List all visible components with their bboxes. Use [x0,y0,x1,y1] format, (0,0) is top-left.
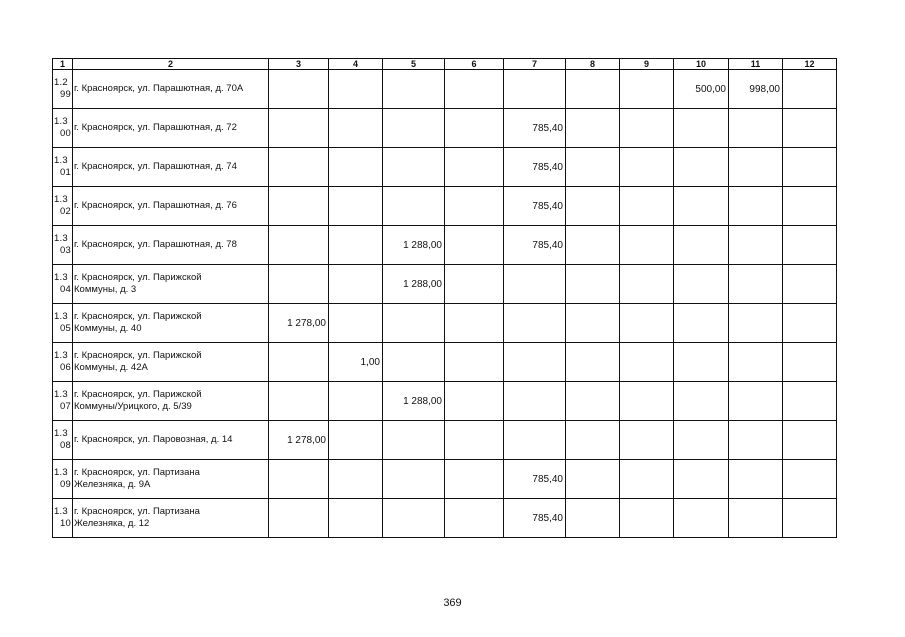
value-cell: 785,40 [504,187,566,226]
address-cell: г. Красноярск, ул. Парашютная, д. 72 [73,109,269,148]
value-cell [504,382,566,421]
value-cell [783,382,837,421]
table-row [53,304,837,343]
row-number-part: 1.3 [54,467,68,478]
column-header: 1 [53,59,73,70]
value-cell [269,460,329,499]
value-cell [620,499,674,538]
row-number-part: 03 [60,245,71,256]
row-number [53,421,73,460]
value-cell: 785,40 [504,226,566,265]
value-cell [783,304,837,343]
column-header: 10 [674,59,729,70]
value-cell [620,148,674,187]
address-cell: г. Красноярск, ул. Партизана Железняка, д. 9А [73,460,269,499]
row-number-part: 10 [60,518,71,529]
row-number [53,109,73,148]
value-cell [383,109,445,148]
value-cell [445,148,504,187]
value-cell [783,148,837,187]
value-cell [329,460,383,499]
address-cell: г. Красноярск, ул. Парижской Коммуны, д. 42А [73,343,269,382]
column-header: 3 [269,59,329,70]
value-cell [445,499,504,538]
row-number-part: 1.3 [54,233,68,244]
value-cell [674,460,729,499]
value-cell [383,343,445,382]
value-cell: 1,00 [329,343,383,382]
value-cell [674,187,729,226]
row-number [53,343,73,382]
value-cell [329,382,383,421]
value-cell [445,421,504,460]
value-cell [729,148,783,187]
row-number-part: 1.3 [54,194,68,205]
row-number [53,460,73,499]
value-cell [329,499,383,538]
value-cell [566,460,620,499]
value-cell [329,421,383,460]
row-number-part: 1.3 [54,272,68,283]
row-number-part: 1.3 [54,389,68,400]
value-cell [729,499,783,538]
value-cell [783,109,837,148]
value-cell [504,304,566,343]
value-cell [566,187,620,226]
value-cell [674,421,729,460]
table-row [53,70,837,109]
column-header: 4 [329,59,383,70]
value-cell [383,421,445,460]
value-cell [329,148,383,187]
value-cell [504,343,566,382]
value-cell [729,343,783,382]
value-cell [783,499,837,538]
row-number-part: 1.3 [54,116,68,127]
column-header: 6 [445,59,504,70]
value-cell [269,148,329,187]
address-cell: г. Красноярск, ул. Парашютная, д. 78 [73,226,269,265]
header-row [53,59,837,70]
value-cell [329,226,383,265]
row-number [53,226,73,265]
row-number-part: 06 [60,362,71,373]
row-number-part: 1.3 [54,311,68,322]
address-cell: г. Красноярск, ул. Парашютная, д. 76 [73,187,269,226]
value-cell [504,265,566,304]
row-number-part: 99 [60,89,71,100]
value-cell [620,265,674,304]
value-cell: 785,40 [504,148,566,187]
value-cell [566,421,620,460]
value-cell [729,226,783,265]
value-cell [620,226,674,265]
row-number [53,265,73,304]
value-cell [620,421,674,460]
address-cell: г. Красноярск, ул. Парижской Коммуны, д. 3 [73,265,269,304]
column-header: 11 [729,59,783,70]
value-cell [729,265,783,304]
value-cell [729,460,783,499]
value-cell [566,382,620,421]
value-cell [783,460,837,499]
row-number-part: 05 [60,323,71,334]
value-cell [269,226,329,265]
value-cell [783,187,837,226]
value-cell: 500,00 [674,70,729,109]
address-cell: г. Красноярск, ул. Парашютная, д. 74 [73,148,269,187]
row-number-part: 07 [60,401,71,412]
row-number-part: 08 [60,440,71,451]
table-body [53,70,837,538]
table-row [53,187,837,226]
value-cell [566,265,620,304]
value-cell [620,460,674,499]
address-cell: г. Красноярск, ул. Парижской Коммуны, д. 40 [73,304,269,343]
value-cell: 1 278,00 [269,304,329,343]
value-cell: 1 288,00 [383,265,445,304]
value-cell [783,343,837,382]
value-cell [783,421,837,460]
value-cell [383,460,445,499]
value-cell [269,382,329,421]
value-cell: 1 288,00 [383,226,445,265]
row-number [53,148,73,187]
column-header: 9 [620,59,674,70]
table-row [53,148,837,187]
address-cell: г. Красноярск, ул. Парашютная, д. 70А [73,70,269,109]
row-number-part: 1.3 [54,350,68,361]
value-cell [269,265,329,304]
row-number-part: 00 [60,128,71,139]
value-cell [620,187,674,226]
address-cell: г. Красноярск, ул. Парижской Коммуны/Урицкого, д. 5/39 [73,382,269,421]
value-cell [674,226,729,265]
table-row [53,343,837,382]
value-cell [445,70,504,109]
row-number [53,304,73,343]
value-cell [269,343,329,382]
value-cell [674,343,729,382]
value-cell [783,226,837,265]
value-cell [269,109,329,148]
row-number [53,187,73,226]
value-cell [674,265,729,304]
value-cell [445,109,504,148]
value-cell [383,304,445,343]
value-cell [329,304,383,343]
value-cell [445,382,504,421]
value-cell [783,265,837,304]
value-cell [566,226,620,265]
row-number-part: 1.3 [54,428,68,439]
column-header: 12 [783,59,837,70]
row-number [53,499,73,538]
value-cell [674,304,729,343]
table-row [53,382,837,421]
column-header: 7 [504,59,566,70]
value-cell [620,304,674,343]
value-cell [620,382,674,421]
table-row [53,421,837,460]
value-cell [566,70,620,109]
value-cell [620,343,674,382]
value-cell [566,343,620,382]
value-cell [329,109,383,148]
value-cell: 785,40 [504,109,566,148]
column-header: 5 [383,59,445,70]
value-cell [783,70,837,109]
value-cell [383,148,445,187]
value-cell [566,109,620,148]
table-row [53,265,837,304]
value-cell [729,421,783,460]
value-cell [674,499,729,538]
value-cell [383,187,445,226]
value-cell [566,304,620,343]
value-cell [504,421,566,460]
value-cell: 998,00 [729,70,783,109]
value-cell [620,70,674,109]
table-row [53,109,837,148]
value-cell [566,499,620,538]
value-cell [445,343,504,382]
row-number-part: 1.3 [54,506,68,517]
column-header: 2 [73,59,269,70]
address-cell: г. Красноярск, ул. Партизана Железняка, д. 12 [73,499,269,538]
value-cell [674,109,729,148]
value-cell: 785,40 [504,460,566,499]
value-cell [674,382,729,421]
value-cell [269,499,329,538]
table-row [53,499,837,538]
value-cell [383,499,445,538]
value-cell [504,70,566,109]
value-cell [674,148,729,187]
row-number [53,382,73,421]
row-number-part: 09 [60,479,71,490]
value-cell [566,148,620,187]
row-number-part: 01 [60,167,71,178]
row-number-part: 1.3 [54,155,68,166]
table-row [53,460,837,499]
value-cell [445,265,504,304]
value-cell [269,70,329,109]
value-cell: 1 278,00 [269,421,329,460]
value-cell [269,187,329,226]
table-row [53,226,837,265]
value-cell [445,304,504,343]
value-cell [729,382,783,421]
row-number-part: 02 [60,206,71,217]
value-cell [329,265,383,304]
column-header: 8 [566,59,620,70]
page-number: 369 [443,597,462,609]
value-cell [729,187,783,226]
value-cell [445,226,504,265]
value-cell [383,70,445,109]
value-cell [445,460,504,499]
address-cell: г. Красноярск, ул. Паровозная, д. 14 [73,421,269,460]
value-cell [445,187,504,226]
value-cell [329,187,383,226]
value-cell: 1 288,00 [383,382,445,421]
row-number-part: 04 [60,284,71,295]
row-number-part: 1.2 [54,77,68,88]
value-cell [329,70,383,109]
row-number [53,70,73,109]
value-cell [729,304,783,343]
value-cell: 785,40 [504,499,566,538]
data-table [52,58,837,538]
value-cell [620,109,674,148]
value-cell [729,109,783,148]
